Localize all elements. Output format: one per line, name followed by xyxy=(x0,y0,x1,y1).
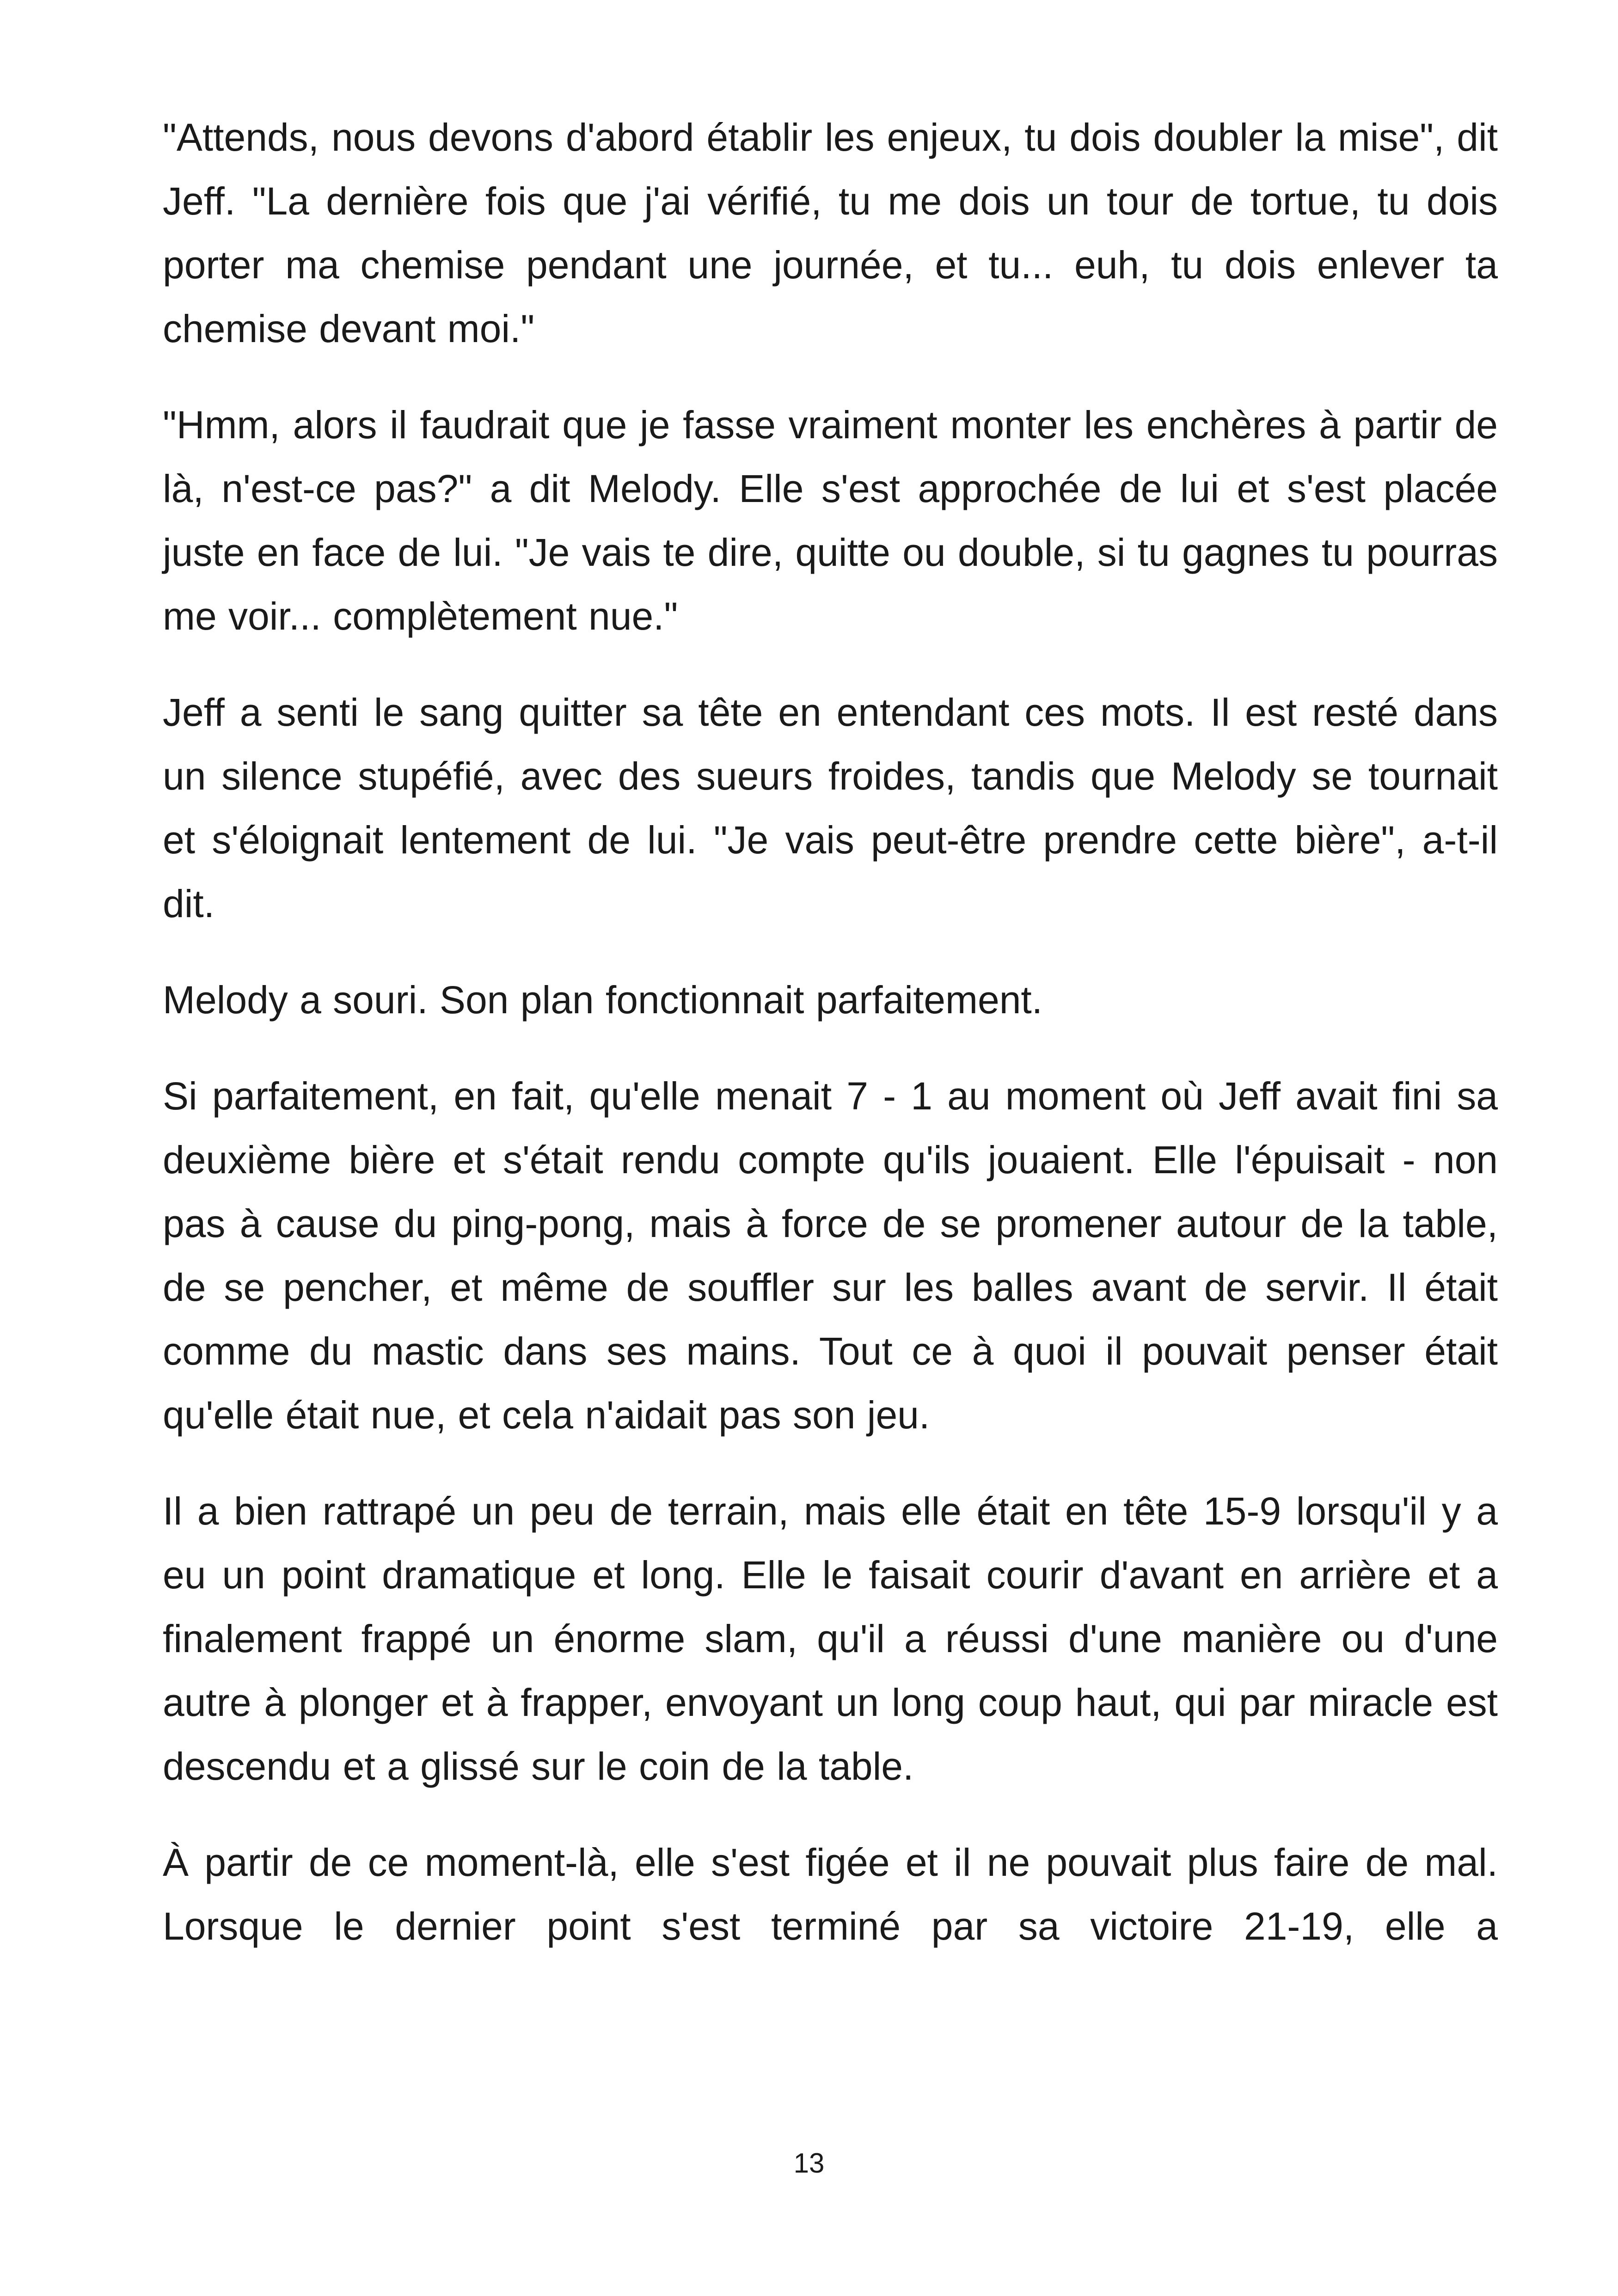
paragraph: À partir de ce moment-là, elle s'est figée et il ne pouvait plus faire de mal. Lorsque le dernier point s'est terminé par sa victoire 21-19, elle a xyxy=(163,1841,1498,1948)
paragraph: Melody a souri. Son plan fonctionnait parfaitement. xyxy=(163,978,1043,1022)
paragraph: Jeff a senti le sang quitter sa tête en entendant ces mots. Il est resté dans un silence stupéfié, avec des sueurs froides, tandis que Melody se tournait et s'éloignait lentement de lui. "Je vais peut-être prendre cette bière", a-t-il dit. xyxy=(163,691,1498,925)
page-number: 13 xyxy=(793,2148,825,2179)
paragraph: Si parfaitement, en fait, qu'elle menait 7 - 1 au moment où Jeff avait fini sa deuxième bière et s'était rendu compte qu'ils jouaient. Elle l'épuisait - non pas à cause du ping-pong, mais à force de se promener autour de la table, de se pencher, et même de souffler sur les balles avant de servir. Il était comme du mastic dans ses mains. Tout ce à quoi il pouvait penser était qu'elle était nue, et cela n'aidait pas son jeu. xyxy=(163,1074,1498,1437)
paragraph: Il a bien rattrapé un peu de terrain, mais elle était en tête 15-9 lorsqu'il y a eu un point dramatique et long. Elle le faisait courir d'avant en arrière et a finalement frappé un énorme slam, qu'il a réussi d'une manière ou d'une autre à plonger et à frapper, envoyant un long coup haut, qui par miracle est descendu et a glissé sur le coin de la table. xyxy=(163,1489,1498,1788)
body-text xyxy=(163,105,1498,1958)
paragraph: "Attends, nous devons d'abord établir les enjeux, tu dois doubler la mise", dit Jeff. "La dernière fois que j'ai vérifié, tu me dois un tour de tortue, tu dois porter ma chemise pendant une journée, et tu... euh, tu dois enlever ta chemise devant moi." xyxy=(163,116,1498,350)
paragraph: "Hmm, alors il faudrait que je fasse vraiment monter les enchères à partir de là, n'est-ce pas?" a dit Melody. Elle s'est approchée de lui et s'est placée juste en face de lui. "Je vais te dire, quitte ou double, si tu gagnes tu pourras me voir... complètement nue." xyxy=(163,403,1498,638)
